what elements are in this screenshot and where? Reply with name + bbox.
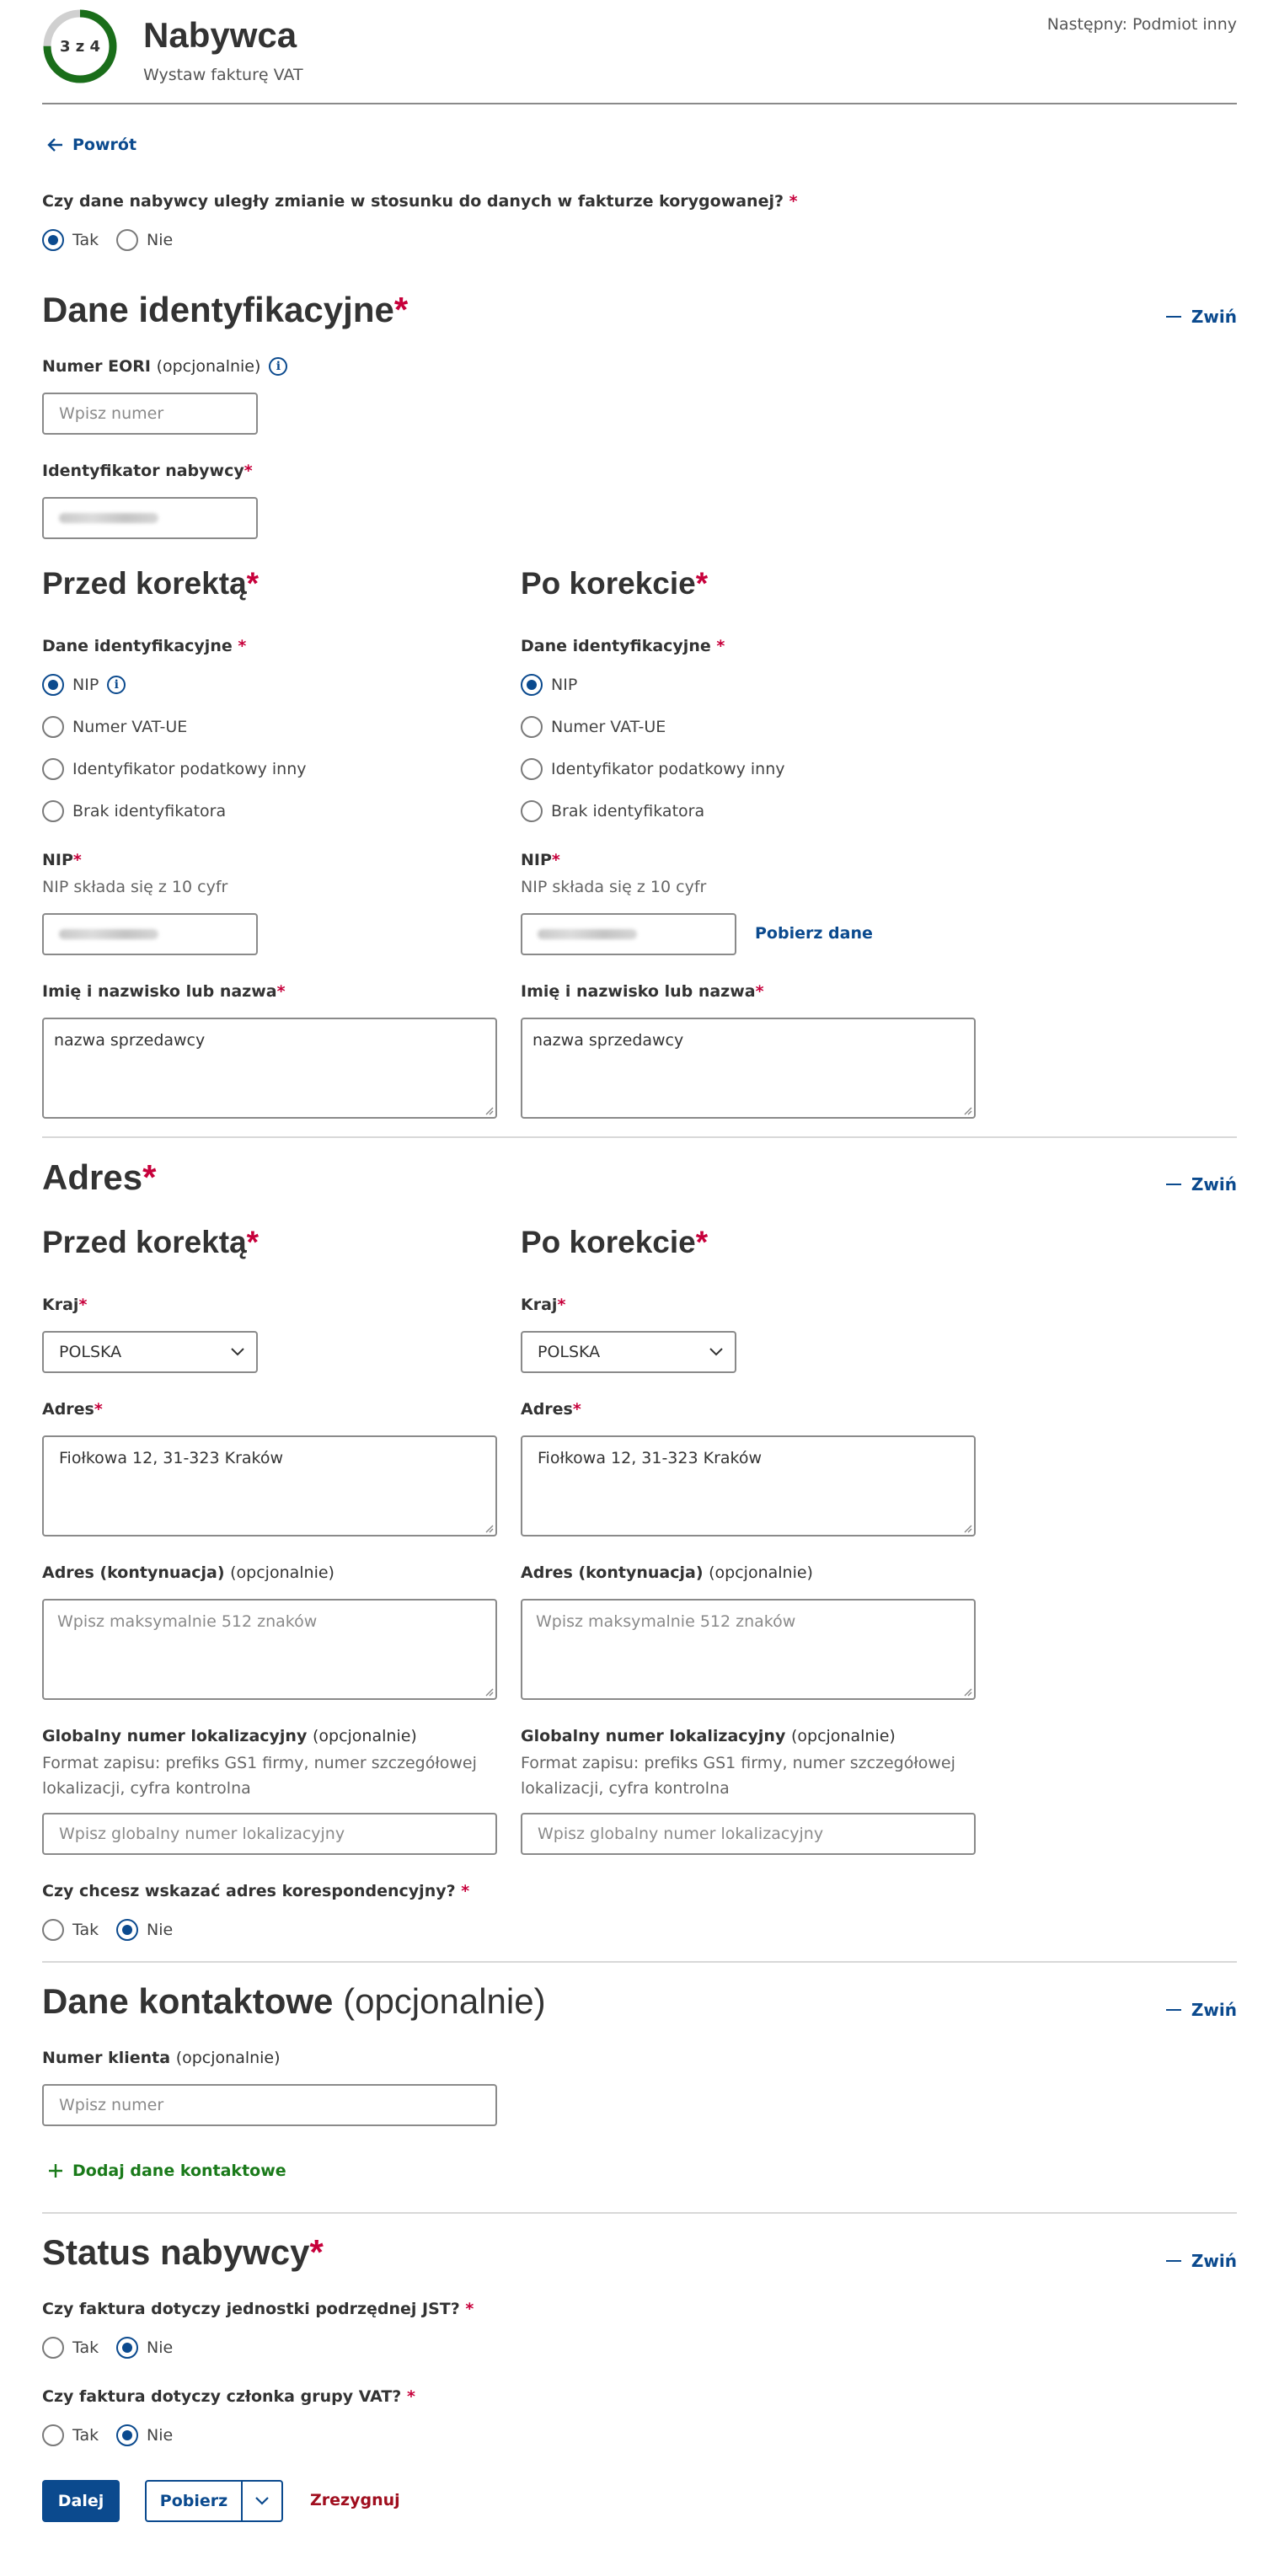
cancel-link[interactable]: Zrezygnuj (310, 2491, 400, 2509)
header-divider (42, 103, 1237, 104)
after-opt-nip[interactable]: NIP (521, 674, 577, 696)
after-country-label: Kraj* (521, 1296, 566, 1314)
resize-handle-icon[interactable] (484, 1523, 494, 1533)
after-gln-label: Globalny numer lokalizacyjny (opcjonalnie) (521, 1727, 896, 1745)
before-opt-vatue[interactable]: Numer VAT-UE (42, 716, 187, 738)
radio-changed-no[interactable] (116, 229, 138, 251)
after-country-select[interactable]: POLSKA (521, 1331, 736, 1373)
before-opt-none[interactable]: Brak identyfikatora (42, 800, 226, 822)
radio-after-vatue[interactable] (521, 716, 543, 738)
buyer-id-input[interactable] (42, 497, 258, 539)
after-opt-other[interactable]: Identyfikator podatkowy inny (521, 758, 785, 780)
blurred-value (59, 513, 158, 523)
address-before-title: Przed korektą* (42, 1225, 260, 1259)
jst-yes[interactable]: Tak (42, 2337, 99, 2359)
after-nip-label: NIP* (521, 851, 560, 869)
download-split-button (145, 2480, 283, 2522)
buyer-id-label: Identyfikator nabywcy* (42, 462, 253, 480)
fetch-data-link[interactable]: Pobierz dane (755, 924, 873, 943)
back-link[interactable] (47, 136, 136, 154)
before-name-textarea[interactable]: nazwa sprzedawcy (42, 1018, 497, 1119)
after-name-textarea[interactable]: nazwa sprzedawcy (521, 1018, 976, 1119)
after-address-textarea[interactable]: Fiołkowa 12, 31-323 Kraków (521, 1435, 976, 1537)
radio-jst-no[interactable] (116, 2337, 138, 2359)
progress-ring (42, 8, 118, 84)
before-name-label: Imię i nazwisko lub nazwa* (42, 982, 286, 1001)
resize-handle-icon[interactable] (484, 1686, 494, 1697)
page-subtitle: Wystaw fakturę VAT (143, 66, 303, 84)
radio-before-nip[interactable] (42, 674, 64, 696)
chevron-down-icon (255, 2497, 269, 2505)
after-gln-hint: Format zapisu: prefiks GS1 firmy, numer szczegółowej lokalizacji, cyfra kontrolna (521, 1754, 955, 1798)
section-divider (42, 1136, 1237, 1138)
before-id-group-label: Dane identyfikacyjne * (42, 637, 247, 655)
after-nip-hint: NIP składa się z 10 cyfr (521, 878, 707, 896)
changed-no[interactable]: Nie (116, 229, 173, 251)
client-number-input[interactable]: Wpisz numer (42, 2084, 497, 2126)
after-opt-vatue[interactable]: Numer VAT-UE (521, 716, 666, 738)
identification-title: Dane identyfikacyjne* (42, 290, 409, 329)
after-gln-input[interactable]: Wpisz globalny numer lokalizacyjny (521, 1813, 976, 1855)
before-opt-nip[interactable]: NIP i (42, 674, 126, 696)
corr-no[interactable]: Nie (116, 1919, 173, 1941)
resize-handle-icon[interactable] (484, 1105, 494, 1115)
after-nip-input[interactable] (521, 913, 736, 955)
before-gln-label: Globalny numer lokalizacyjny (opcjonalnie) (42, 1727, 417, 1745)
plus-icon (47, 2162, 64, 2179)
collapse-identification[interactable]: Zwiń (1166, 307, 1237, 327)
vat-group-question: Czy faktura dotyczy członka grupy VAT? * (42, 2387, 415, 2406)
corr-question: Czy chcesz wskazać adres korespondencyjny? * (42, 1882, 470, 1900)
before-title: Przed korektą* (42, 566, 260, 601)
radio-before-vatue[interactable] (42, 716, 64, 738)
before-gln-hint: Format zapisu: prefiks GS1 firmy, numer szczegółowej lokalizacji, cyfra kontrolna (42, 1754, 477, 1798)
before-nip-input[interactable] (42, 913, 258, 955)
address-title: Adres* (42, 1157, 157, 1197)
before-cont-textarea[interactable]: Wpisz maksymalnie 512 znaków (42, 1599, 497, 1700)
radio-vat-no[interactable] (116, 2424, 138, 2446)
step-counter: 3 z 4 (59, 37, 101, 56)
after-id-group-label: Dane identyfikacyjne * (521, 637, 725, 655)
eori-label: Numer EORI (opcjonalnie) i (42, 357, 287, 376)
after-opt-none[interactable]: Brak identyfikatora (521, 800, 704, 822)
changed-yes[interactable]: Tak (42, 229, 99, 251)
info-icon[interactable]: i (269, 357, 287, 376)
next-step-label: Następny: Podmiot inny (1046, 15, 1237, 34)
after-title: Po korekcie* (521, 566, 709, 601)
jst-no[interactable]: Nie (116, 2337, 173, 2359)
jst-question: Czy faktura dotyczy jednostki podrzędnej JST? * (42, 2300, 474, 2318)
radio-corr-yes[interactable] (42, 1919, 64, 1941)
add-contact-button[interactable]: Dodaj dane kontaktowe (47, 2162, 286, 2180)
section-divider (42, 1961, 1237, 1963)
radio-after-other[interactable] (521, 758, 543, 780)
radio-corr-no[interactable] (116, 1919, 138, 1941)
eori-input[interactable]: Wpisz numer (42, 393, 258, 435)
before-address-textarea[interactable]: Fiołkowa 12, 31-323 Kraków (42, 1435, 497, 1537)
radio-after-none[interactable] (521, 800, 543, 822)
resize-handle-icon[interactable] (962, 1523, 972, 1533)
radio-before-other[interactable] (42, 758, 64, 780)
vat-yes[interactable]: Tak (42, 2424, 99, 2446)
chevron-down-icon (231, 1348, 244, 1356)
blurred-value (538, 929, 637, 939)
radio-before-none[interactable] (42, 800, 64, 822)
radio-vat-yes[interactable] (42, 2424, 64, 2446)
after-name-label: Imię i nazwisko lub nazwa* (521, 982, 764, 1001)
blurred-value (59, 929, 158, 939)
collapse-address[interactable]: Zwiń (1166, 1174, 1237, 1194)
corr-yes[interactable]: Tak (42, 1919, 99, 1941)
radio-after-nip[interactable] (521, 674, 543, 696)
next-button[interactable]: Dalej (42, 2480, 120, 2522)
before-opt-other[interactable]: Identyfikator podatkowy inny (42, 758, 307, 780)
collapse-contact[interactable]: Zwiń (1166, 2000, 1237, 2020)
resize-handle-icon[interactable] (962, 1686, 972, 1697)
vat-no[interactable]: Nie (116, 2424, 173, 2446)
client-number-label: Numer klienta (opcjonalnie) (42, 2049, 281, 2067)
before-country-select[interactable]: POLSKA (42, 1331, 258, 1373)
info-icon[interactable]: i (107, 676, 126, 694)
after-cont-textarea[interactable]: Wpisz maksymalnie 512 znaków (521, 1599, 976, 1700)
address-after-title: Po korekcie* (521, 1225, 709, 1259)
resize-handle-icon[interactable] (962, 1105, 972, 1115)
radio-jst-yes[interactable] (42, 2337, 64, 2359)
before-nip-hint: NIP składa się z 10 cyfr (42, 878, 228, 896)
download-button[interactable]: Pobierz (147, 2482, 243, 2520)
page-title: Nabywca (143, 15, 297, 55)
before-nip-label: NIP* (42, 851, 82, 869)
radio-changed-yes[interactable] (42, 229, 64, 251)
arrow-left-icon (47, 136, 64, 153)
before-country-label: Kraj* (42, 1296, 88, 1314)
changed-question: Czy dane nabywcy uległy zmianie w stosunku do danych w fakturze korygowanej? * (42, 192, 798, 211)
chevron-down-icon (709, 1348, 723, 1356)
after-cont-label: Adres (kontynuacja) (opcjonalnie) (521, 1563, 813, 1582)
back-label: Powrót (72, 136, 137, 154)
contact-title: Dane kontaktowe (opcjonalnie) (42, 1981, 546, 2021)
before-address-label: Adres* (42, 1400, 103, 1419)
collapse-status[interactable]: Zwiń (1166, 2251, 1237, 2271)
download-options-toggle[interactable] (243, 2482, 281, 2520)
before-gln-input[interactable]: Wpisz globalny numer lokalizacyjny (42, 1813, 497, 1855)
section-divider (42, 2212, 1237, 2214)
status-title: Status nabywcy* (42, 2232, 324, 2272)
after-address-label: Adres* (521, 1400, 581, 1419)
before-cont-label: Adres (kontynuacja) (opcjonalnie) (42, 1563, 334, 1582)
